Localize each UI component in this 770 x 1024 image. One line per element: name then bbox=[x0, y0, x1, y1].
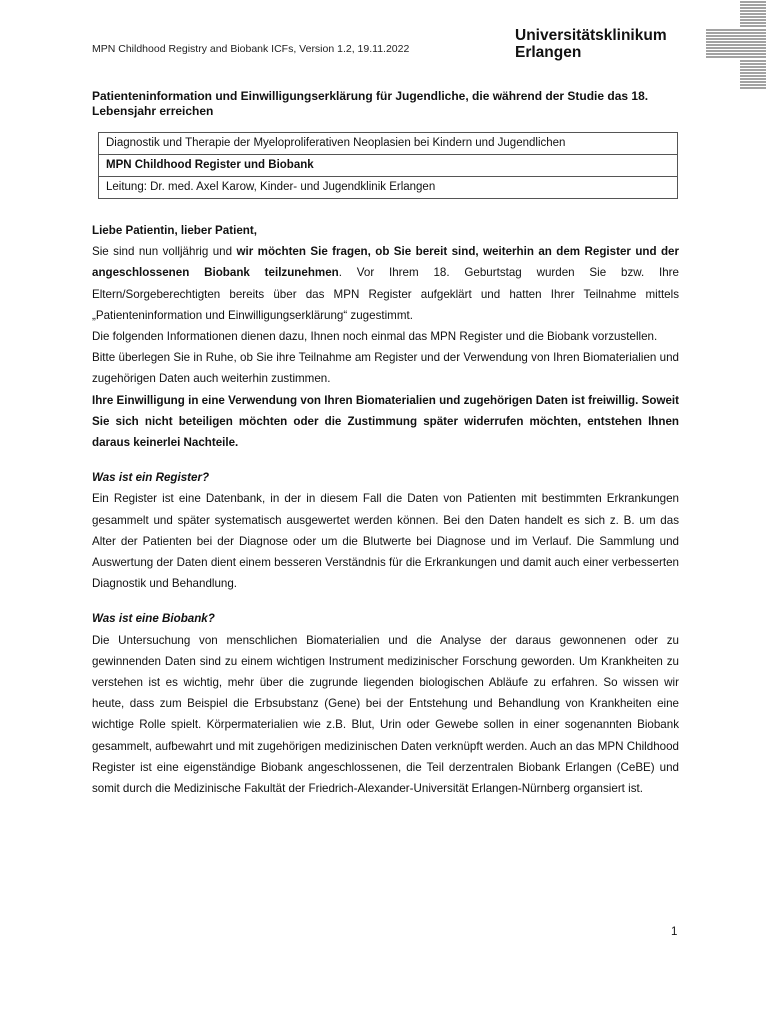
section-text-biobank: Die Untersuchung von menschlichen Biomaterialien und die Analyse der daraus gewonnenen oder zu gewinnenden Daten sind zu einem wichtigen Instrument medizinischer Forschung geworden. Um Krankheiten zu verstehen ist es wichtig, mehr über die zugrunde liegenden biologischen Abläufe zu erfahren. So wissen wir heute, dass zum Beispiel die Erbsubstanz (Gene) bei der Entstehung und Behandlung von Krankheiten eine wichtige Rolle spielt. Körpermaterialien wie z.B. Blut, Urin oder Gewebe sollen in einer sogenannten Biobank gesammelt, aufbewahrt und mit zugehörigen medizinischen Daten verknüpft werden. Auch an das MPN Childhood Register ist eine eigenständige Biobank angeschlossenen, die Teil derzentralen Biobank Erlangen (CeBE) und somit durch die Medizinische Fakultät der Friedrich-Alexander-Universität Erlangen-Nürnberg organsiert ist. bbox=[92, 633, 679, 796]
register-name-cell: MPN Childhood Register und Biobank bbox=[99, 155, 678, 177]
logo-line-1: Universitätsklinikum bbox=[515, 27, 667, 44]
study-info-box bbox=[98, 132, 678, 199]
voluntary-notice: Ihre Einwilligung in eine Verwendung von Ihren Biomaterialien und zugehörigen Daten ist freiwillig. Soweit Sie sich nicht beteiligen möchten oder die Zustimmung später widerrufen möchten, entstehen Ihnen daraus keinerlei Nachteile. bbox=[92, 393, 679, 450]
document-body bbox=[92, 220, 679, 799]
intro-paragraph-3: Bitte überlegen Sie in Ruhe, ob Sie ihre Teilnahme am Register und der Verwendung von Ihren Biomaterialien und zugehörigen Daten auch weiterhin zustimmen. bbox=[92, 351, 679, 386]
intro-paragraph-2: Die folgenden Informationen dienen dazu, Ihnen noch einmal das MPN Register und die Biobank vorzustellen. bbox=[92, 330, 658, 344]
study-lead-cell: Leitung: Dr. med. Axel Karow, Kinder- und Jugendklinik Erlangen bbox=[99, 177, 678, 199]
university-logo-text bbox=[515, 27, 667, 61]
intro-paragraph: Sie sind nun volljährig und wir möchten Sie fragen, ob Sie bereit sind, weiterhin an dem Register und der angeschlossenen Biobank teilzunehmen. Vor Ihrem 18. Geburtstag wurden Sie bzw. Ihre Eltern/Sorgeberechtigten bereits über das MPN Register aufgeklärt und hatten Ihrer Teilnahme mittels „Patienteninformation und Einwilligungserklärung“ zugestimmt. bbox=[92, 245, 680, 322]
page-number: 1 bbox=[671, 926, 678, 938]
logo-line-2: Erlangen bbox=[515, 44, 582, 61]
document-header: MPN Childhood Registry and Biobank ICFs, Version 1.2, 19.11.2022 bbox=[92, 43, 410, 55]
page-title: Patienteninformation und Einwilligungserklärung für Jugendliche, die während der Studie das 18. Lebensjahr erreichen bbox=[92, 89, 649, 118]
section-heading-biobank: Was ist eine Biobank? bbox=[92, 612, 215, 626]
study-title-cell: Diagnostik und Therapie der Myeloproliferativen Neoplasien bei Kindern und Jugendlichen bbox=[99, 133, 678, 155]
section-text-register: Ein Register ist eine Datenbank, in der in diesem Fall die Daten von Patienten mit bestimmten Erkrankungen gesammelt und später systematisch ausgewertet werden können. Bei den Daten handelt es sich z. B. um das Alter der Patienten bei der Diagnose oder um die Blutwerte bei Diagnose und im Verlauf. Die Sammlung und Auswertung der Daten dient einem besseren Verständnis für die Erkrankungen und damit auch einer verbesserten Diagnostik und Behandlung. bbox=[92, 492, 679, 591]
greeting: Liebe Patientin, lieber Patient, bbox=[92, 224, 257, 237]
university-logo-icon bbox=[706, 0, 766, 95]
section-heading-register: Was ist ein Register? bbox=[92, 471, 210, 485]
